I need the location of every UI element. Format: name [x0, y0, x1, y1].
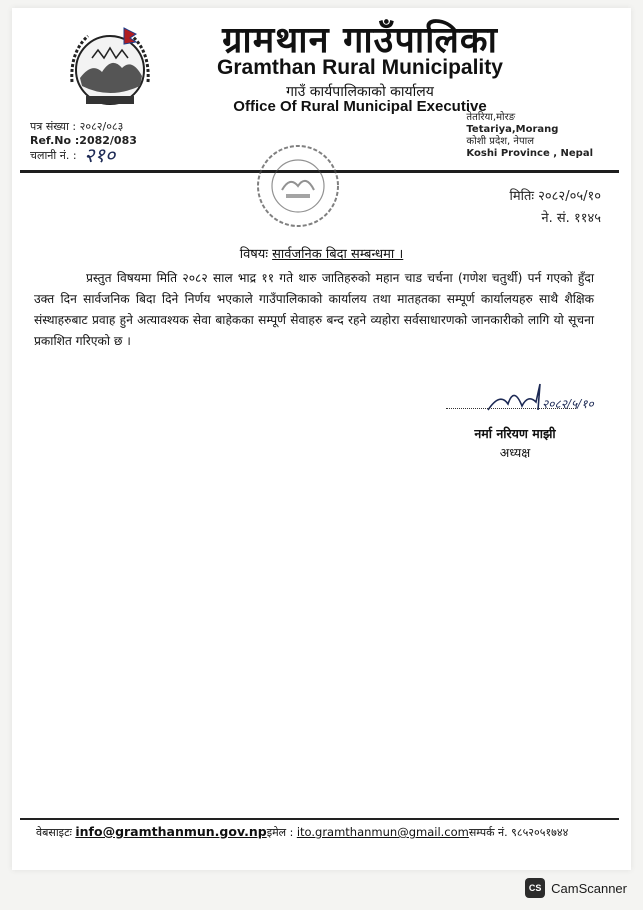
miti-line	[509, 186, 601, 208]
municipality-title-english: Gramthan Rural Municipality	[217, 56, 503, 79]
patra-sankhya-value: २०८२/०८३	[79, 120, 124, 133]
email-link[interactable]: ito.gramthanmun@gmail.com	[296, 825, 469, 839]
signature-handwritten: २०८२/५/१०	[542, 397, 594, 411]
camscanner-logo-icon: CS	[525, 878, 545, 898]
municipality-title-nepali: ग्रामथान गाउँपालिका	[222, 20, 498, 61]
patra-sankhya-line	[30, 120, 137, 134]
ne-sam-label: ने. सं.	[541, 211, 570, 226]
reference-block	[30, 120, 137, 167]
email-label: इमेल :	[266, 826, 294, 839]
ne-sam-value: ११४५	[573, 211, 601, 226]
nepal-emblem-icon	[62, 22, 158, 112]
office-title-english: Office Of Rural Municipal Executive	[233, 98, 487, 115]
address-line-1: तेतरिया,मोरङ	[466, 112, 516, 123]
chalani-line	[30, 143, 137, 167]
chalani-value: २१०	[84, 143, 116, 167]
contact-number: ९८५२०५१७४४	[511, 826, 569, 839]
signer-name: नर्मा नरियण माझी	[474, 426, 556, 441]
date-block	[509, 186, 601, 230]
signer-block	[440, 424, 590, 462]
camscanner-watermark	[525, 876, 627, 900]
address-block	[466, 112, 593, 160]
camscanner-label: CamScanner	[551, 880, 627, 896]
miti-label: मितिः	[509, 189, 535, 204]
website-link[interactable]: info@gramthanmun.gov.np	[75, 824, 267, 839]
patra-sankhya-label: पत्र संख्या :	[30, 120, 77, 133]
contact-label: सम्पर्क नं.	[468, 826, 508, 839]
footer-contact	[36, 824, 596, 840]
chalani-label: चलानी नं. :	[30, 149, 77, 162]
miti-value: २०८२/०५/१०	[538, 189, 601, 204]
address-line-4: Koshi Province , Nepal	[466, 148, 593, 159]
website-label: वेबसाइटः	[36, 826, 72, 839]
footer-divider	[20, 818, 619, 820]
subject-label: विषयः	[239, 247, 268, 262]
subject-line	[0, 244, 643, 262]
ref-no-label: Ref.No :	[30, 134, 80, 147]
ref-no-value: 2082/083	[79, 134, 137, 147]
address-line-2: Tetariya,Morang	[466, 124, 559, 135]
ne-sam-line	[509, 208, 601, 230]
address-line-3: कोशी प्रदेश, नेपाल	[466, 136, 535, 147]
official-stamp-icon	[252, 140, 344, 232]
subject-text: सार्वजनिक बिदा सम्बन्धमा ।	[272, 247, 404, 262]
office-subtitle-nepali: गाउँ कार्यपालिकाको कार्यालय	[286, 84, 434, 100]
signature-icon	[478, 380, 594, 422]
signature-dotted-line	[446, 408, 576, 409]
signer-designation: अध्यक्ष	[499, 445, 531, 460]
notice-body: प्रस्तुत विषयमा मिति २०८२ साल भाद्र ११ गते थारु जातिहरुको महान चाड चर्चना (गणेश चतुर्थी) पर्न गएको हुँदा उक्त दिन सार्वजनिक बिदा दिने निर्णय भएकाले गाउँपालिकाको कार्यालय तथा मातहतका सम्पूर्ण कार्यालयहरु साथै शैक्षिक संस्थाहरुबाट प्रवाह हुने अत्यावश्यक सेवा बाहेकका सम्पूर्ण सेवाहरु बन्द रहने व्यहोरा सर्वसाधारणको जानकारीको लागि यो सूचना प्रकाशित गरिएको छ ।	[34, 271, 594, 348]
